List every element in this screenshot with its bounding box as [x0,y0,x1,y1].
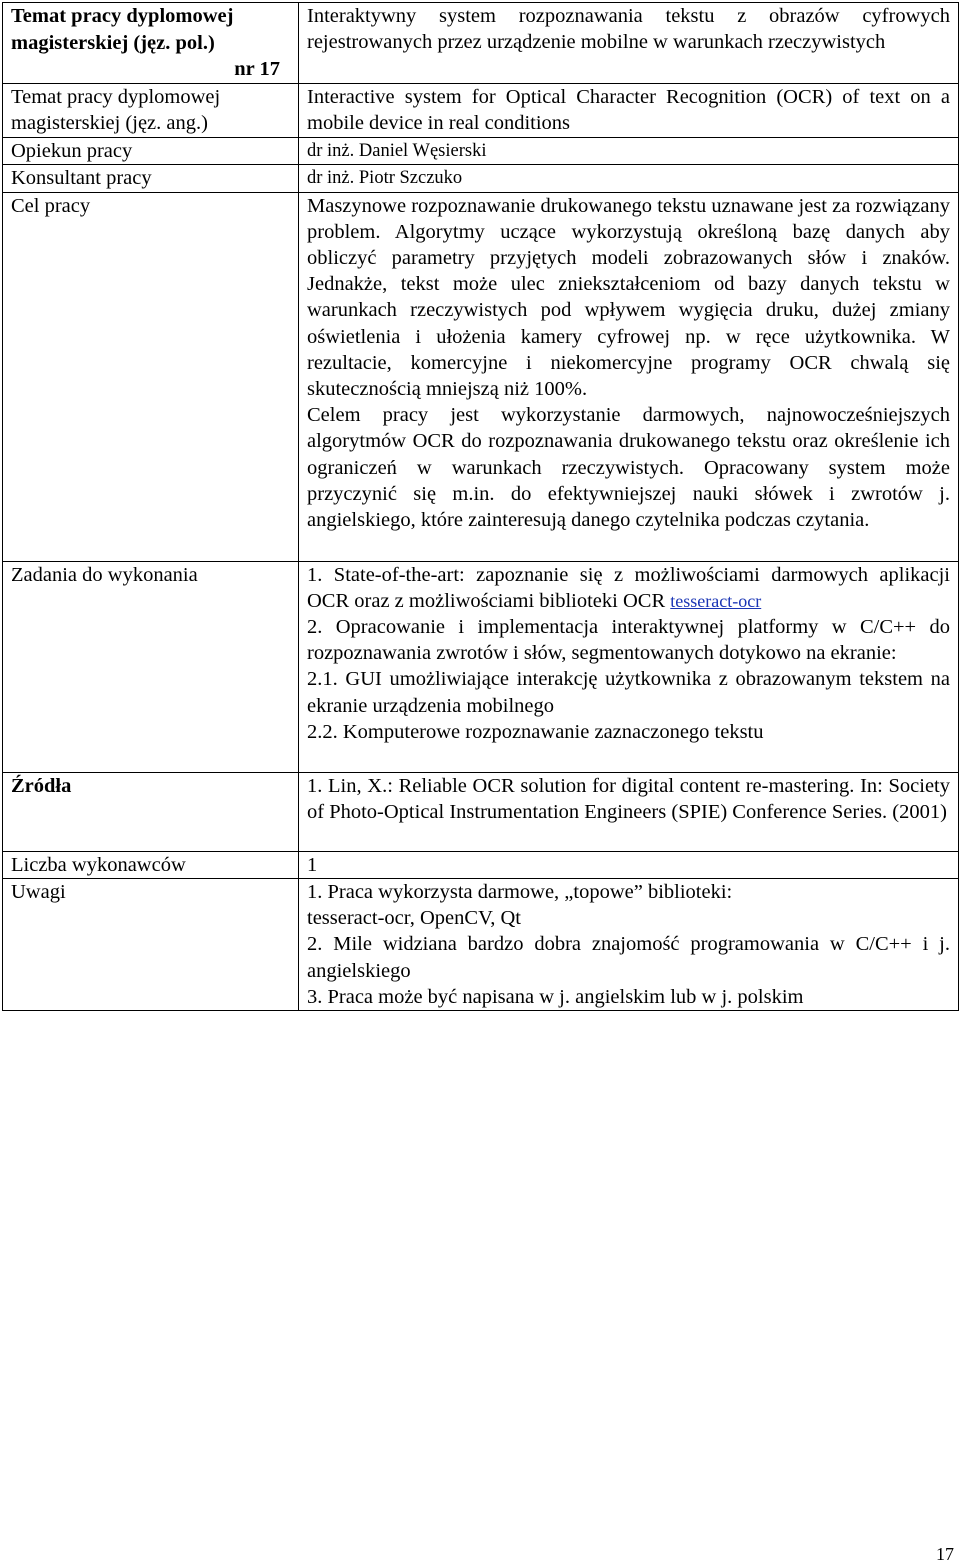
thesis-topic-table [2,2,959,1011]
value-title-en: Interactive system for Optical Character Recognition (OCR) of text on a mobile device in real conditions [299,83,959,137]
task-item-2: 2. Opracowanie i implementacja interaktywnej platformy w C/C++ do rozpoznawania zwrotów i słów, segmentowanych dotykowo na ekranie: [307,615,950,665]
value-sources: 1. Lin, X.: Reliable OCR solution for digital content re-mastering. In: Society of Photo-Optical Instrumentation Engineers (SPIE) Conference Series. (2001) [299,772,959,851]
label-title-pl-line2: magisterskiej (jęz. pol.) [11,31,215,54]
value-title-pl: Interaktywny system rozpoznawania tekstu z obrazów cyfrowych rejestrowanych przez urządzenie mobilne w warunkach rzeczywistych [299,3,959,84]
value-tasks [299,561,959,772]
row-title-pl [3,3,959,84]
row-title-en [3,83,959,137]
topic-number: nr 17 [234,58,280,80]
row-notes [3,879,959,1011]
row-sources [3,772,959,851]
value-count: 1 [299,851,959,879]
value-notes [299,879,959,1011]
tesseract-ocr-link[interactable]: tesseract-ocr [670,590,762,611]
row-count [3,851,959,879]
task-item-2-2: 2.2. Komputerowe rozpoznawanie zaznaczonego tekstu [307,720,764,743]
notes-item-3: 3. Praca może być napisana w j. angielskim lub w j. polskim [307,985,804,1008]
label-sources: Źródła [3,772,299,851]
page-number: 17 [936,1544,954,1564]
row-goal [3,192,959,561]
label-title-pl [3,3,299,84]
row-tasks [3,561,959,772]
row-consultant [3,165,959,193]
label-title-en-line2: magisterskiej (jęz. ang.) [11,112,208,134]
task-item-1 [307,562,950,614]
row-supervisor [3,137,959,165]
label-consultant: Konsultant pracy [3,165,299,193]
label-title-en-line1: Temat pracy dyplomowej [11,85,221,108]
value-consultant: dr inż. Piotr Szczuko [299,165,959,193]
task-item-2-1: 2.1. GUI umożliwiające interakcję użytkownika z obrazowanym tekstem na ekranie urządzenia mobilnego [307,668,950,717]
goal-paragraph-1: Maszynowe rozpoznawanie drukowanego tekstu uznawane jest za rozwiązany problem. Algorytmy uczące wykorzystują określoną bazę danych aby obliczyć parametry przyjętych modeli zobrazowanych słów i znaków. Jednakże, tekst może ulec zniekształceniom od bazy danych tekstu w warunkach rzeczywistych pod wpływem wygięcia druku, dużej zmiany oświetlenia i ułożenia kamery cyfrowej np. w ręce użytkownika. W rezultacie, komercyjne i niekomercyjne programy OCR chwalą się skutecznością mniejszą niż 100%. [307,194,950,400]
label-notes: Uwagi [3,879,299,1011]
notes-item-2: 2. Mile widziana bardzo dobra znajomość programowania w C/C++ i j. angielskiego [307,933,950,982]
task-item-1-text: 1. State-of-the-art: zapoznanie się z możliwościami darmowych aplikacji OCR oraz z możliwościami biblioteki OCR [307,563,950,612]
value-supervisor: dr inż. Daniel Węsierski [299,137,959,165]
goal-paragraph-2: Celem pracy jest wykorzystanie darmowych, najnowocześniejszych algorytmów OCR do rozpoznawania drukowanego tekstu oraz określenie ich ograniczeń w warunkach rzeczywistych. Opracowany system może przyczynić się m.in. do efektywniejszej nauki słówek i zwrotów j. angielskiego, które zainteresują danego czytelnika podczas czytania. [307,404,950,531]
label-title-en [3,83,299,137]
label-title-pl-line1: Temat pracy dyplomowej [11,5,234,27]
label-tasks: Zadania do wykonania [3,561,299,772]
notes-item-1b: tesseract-ocr, OpenCV, Qt [307,907,521,930]
label-goal: Cel pracy [3,192,299,561]
notes-item-1a: 1. Praca wykorzysta darmowe, „topowe” biblioteki: [307,881,733,903]
label-supervisor: Opiekun pracy [3,137,299,165]
label-count: Liczba wykonawców [3,851,299,879]
value-goal [299,192,959,561]
